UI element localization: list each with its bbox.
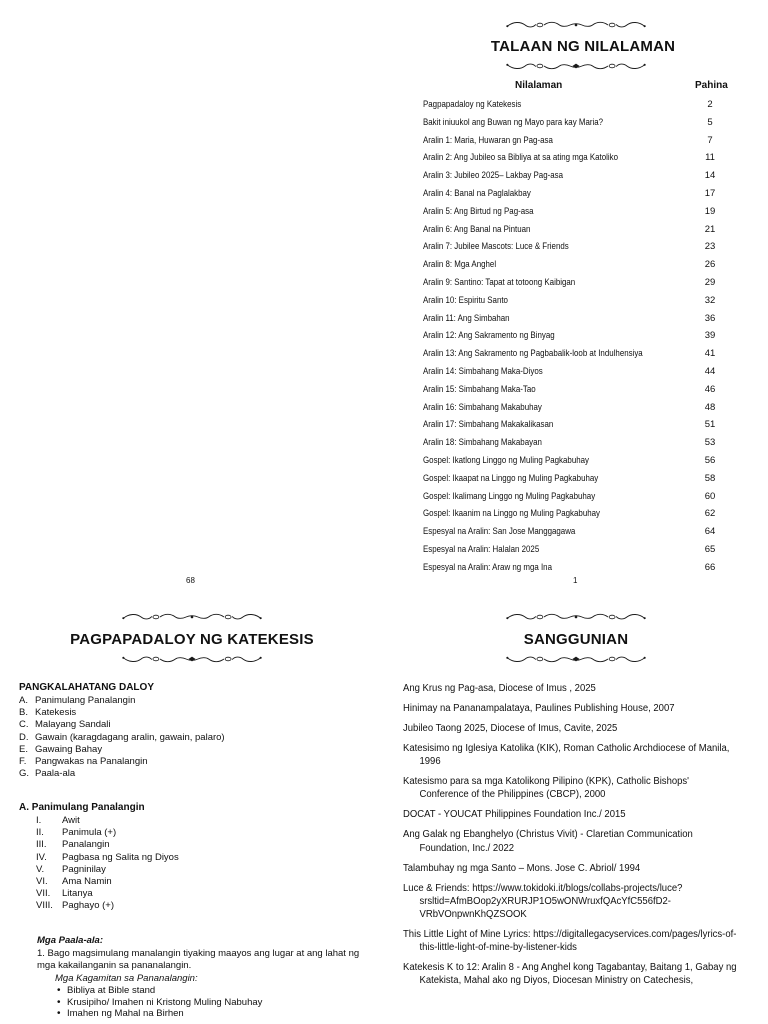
reference-item: Luce & Friends: https://www.tokidoki.it/blogs/collabs-projects/luce?srsltid=AfmBOop2yXRURJP1O5wONWruxfQAcYfC556fD2-VRbVOnpwnKhQZSOOK <box>403 882 683 921</box>
toc-entry <box>423 114 768 132</box>
section-a-item-text: Pagninilay <box>62 863 106 875</box>
toc-entry-page: 5 <box>707 116 713 128</box>
section-a-item-marker: III. <box>36 839 47 851</box>
toc-entry-page: 36 <box>704 312 716 324</box>
section-a-item-marker: VIII. <box>36 900 53 912</box>
reference-item: Jubileo Taong 2025, Diocese of Imus, Cavite, 2025 <box>403 723 618 734</box>
toc-entry-page: 17 <box>704 187 716 199</box>
overview-heading: PANGKALAHATANG DALOY <box>19 682 154 693</box>
section-a-item-text: Pagbasa ng Salita ng Diyos <box>62 851 179 863</box>
toc-entry-title: Gospel: Ikaanim na Linggo ng Muling Pagkabuhay <box>423 508 601 519</box>
toc-entry <box>423 292 768 310</box>
section-a-item-marker: VI. <box>36 875 48 887</box>
overview-item <box>19 719 359 731</box>
section-a-item-marker: VII. <box>36 888 51 900</box>
overview-list <box>19 695 359 780</box>
overview-item-text: Malayang Sandali <box>35 719 111 731</box>
toc-entry-title: Aralin 13: Ang Sakramento ng Pagbabalik-loob at Indulhensiya <box>423 348 643 359</box>
toc-entry-page: 48 <box>704 401 716 413</box>
section-a-item-text: Litanya <box>62 888 93 900</box>
toc-entry <box>423 149 768 167</box>
toc-entry-title: Aralin 10: Espiritu Santo <box>423 294 508 305</box>
toc-entry-title: Aralin 4: Banal na Paglalakbay <box>423 187 531 198</box>
toc-entry-title: Aralin 12: Ang Sakramento ng Binyag <box>423 330 555 341</box>
overview-item-marker: G. <box>19 768 30 780</box>
toc-entry-title: Aralin 3: Jubileo 2025– Lakbay Pag-asa <box>423 170 564 181</box>
toc-entry-page: 66 <box>704 561 716 573</box>
ornament-bottom-icon <box>505 651 647 667</box>
toc-entry <box>423 310 768 328</box>
section-a-item <box>36 876 356 888</box>
overview-item-marker: B. <box>19 707 28 719</box>
references-page <box>384 592 768 1024</box>
reference-item: This Little Light of Mine Lyrics: https://digitallegacyservices.com/pages/lyrics-of-this-little-light-of-mine-by-listener-kids <box>403 929 737 954</box>
section-a-item <box>36 839 356 851</box>
toc-entry-title: Espesyal na Aralin: Halalan 2025 <box>423 543 540 554</box>
overview-item-text: Pangwakas na Panalangin <box>35 755 148 767</box>
reference-item: DOCAT - YOUCAT Philippines Foundation Inc./ 2015 <box>403 809 626 821</box>
overview-item-marker: E. <box>19 743 28 755</box>
blank-page <box>0 0 384 592</box>
toc-entry-page: 62 <box>704 508 716 520</box>
toc-entry-page: 29 <box>704 276 716 288</box>
overview-item <box>19 756 359 768</box>
section-a-item-marker: II. <box>36 827 44 839</box>
toc-column-content: Nilalaman <box>515 80 563 91</box>
reference-item: Katesisimo ng Iglesiya Katolika (KIK), Roman Catholic Archdiocese of Manila, 1996 <box>403 743 730 768</box>
toc-entry <box>423 132 768 150</box>
overview-item-marker: A. <box>19 695 28 706</box>
toc-entry-page: 41 <box>704 348 716 360</box>
ornament-bottom-icon <box>505 58 647 74</box>
toc-entry-title: Gospel: Ikalimang Linggo ng Muling Pagkabuhay <box>423 490 596 501</box>
toc-entry <box>423 399 768 417</box>
toc-entry-title: Aralin 7: Jubilee Mascots: Luce & Friends <box>423 241 569 252</box>
reference-item: Katesismo para sa mga Katolikong Pilipino (KPK), Catholic Bishops' Conference of the Philippines (CBCP), 2000 <box>403 776 689 801</box>
toc-entry <box>423 523 768 541</box>
overview-item <box>19 732 359 744</box>
toc-entry-page: 26 <box>704 259 716 271</box>
toc-entry <box>423 185 768 203</box>
toc-entry-title: Espesyal na Aralin: San Jose Manggagawa <box>423 526 576 537</box>
toc-list <box>423 96 768 577</box>
toc-entry <box>423 327 768 345</box>
overview-item-marker: D. <box>19 731 29 743</box>
section-a-heading: A. Panimulang Panalangin <box>19 802 145 813</box>
section-a-item-text: Ama Namin <box>62 875 112 887</box>
toc-entry <box>423 505 768 523</box>
toc-entry <box>423 363 768 381</box>
ornament-top-icon <box>505 17 647 33</box>
toc-entry <box>423 434 768 452</box>
references-title: SANGGUNIAN <box>523 631 629 648</box>
toc-entry <box>423 96 768 114</box>
toc-entry <box>423 203 768 221</box>
material-item: • Krusipiho/ Imahen ni Kristong Muling Nabuhay <box>55 997 355 1009</box>
toc-page <box>384 0 768 592</box>
material-item: • Bibliya at Bible stand <box>55 985 355 997</box>
overview-item-text: Gawain (karagdagang aralin, gawain, palaro) <box>35 731 225 743</box>
toc-entry-page: 65 <box>704 543 716 555</box>
toc-entry-page: 32 <box>704 294 716 306</box>
flow-title: PAGPAPADALOY NG KATEKESIS <box>70 631 314 648</box>
reminders-heading: Mga Paala-ala: <box>37 935 103 946</box>
toc-entry-page: 64 <box>704 526 716 538</box>
toc-entry-title: Aralin 15: Simbahang Maka-Tao <box>423 383 536 394</box>
toc-entry-page: 44 <box>704 365 716 377</box>
toc-entry <box>423 416 768 434</box>
overview-item-text: Panimulang Panalangin <box>35 695 136 706</box>
overview-item-text: Gawaing Bahay <box>35 743 103 755</box>
toc-entry-title: Aralin 8: Mga Anghel <box>423 259 497 270</box>
toc-entry-title: Aralin 11: Ang Simbahan <box>423 312 510 323</box>
toc-entry-page: 23 <box>704 241 716 253</box>
toc-entry <box>423 381 768 399</box>
section-a-item-text: Awit <box>62 815 80 826</box>
overview-item-text: Paala-ala <box>35 768 76 780</box>
reference-item: Hinimay na Pananampalataya, Paulines Publishing House, 2007 <box>403 703 675 714</box>
section-a-item <box>36 900 356 912</box>
ornament-top-icon <box>121 609 263 625</box>
toc-entry <box>423 541 768 559</box>
section-a-item <box>36 888 356 900</box>
toc-entry <box>423 470 768 488</box>
section-a-item-text: Panalangin <box>62 839 110 851</box>
reference-item: Ang Galak ng Ebanghelyo (Christus Vivit) - Claretian Communication Foundation, Inc./ 2022 <box>403 829 693 854</box>
references-list <box>403 682 749 994</box>
toc-entry <box>423 452 768 470</box>
flow-page <box>0 592 384 1024</box>
section-a-item-text: Paghayo (+) <box>62 900 115 912</box>
toc-entry-page: 39 <box>704 330 716 342</box>
toc-entry-page: 19 <box>704 205 716 217</box>
overview-item-marker: F. <box>19 755 27 767</box>
toc-entry-page: 46 <box>704 383 716 395</box>
toc-entry-title: Aralin 16: Simbahang Makabuhay <box>423 401 542 412</box>
toc-entry-page: 21 <box>704 223 716 235</box>
toc-entry <box>423 559 768 577</box>
toc-entry-title: Pagpapadaloy ng Katekesis <box>423 99 522 109</box>
materials-heading: Mga Kagamitan sa Pananalangin: <box>55 973 198 984</box>
material-item: • Imahen ng Mahal na Birhen <box>55 1008 355 1020</box>
section-a-list <box>36 815 356 913</box>
toc-entry <box>423 274 768 292</box>
materials-list <box>55 985 355 1020</box>
overview-item <box>19 695 359 707</box>
section-a-item <box>36 852 356 864</box>
reference-item: Katekesis K to 12: Aralin 8 - Ang Anghel kong Tagabantay, Baitang 1, Gabay ng Katekista, Mahal ako ng Diyos, Diocesan Ministry on Catechesis, <box>403 962 737 987</box>
section-a-item-marker: I. <box>36 815 42 826</box>
toc-entry-page: 2 <box>707 99 713 110</box>
toc-entry-title: Espesyal na Aralin: Araw ng mga Ina <box>423 561 553 572</box>
toc-entry-page: 53 <box>704 437 716 449</box>
toc-entry <box>423 221 768 239</box>
toc-entry-title: Aralin 18: Simbahang Makabayan <box>423 437 542 448</box>
toc-entry-page: 14 <box>704 170 716 182</box>
page-number: 1 <box>573 576 578 585</box>
toc-entry-title: Aralin 6: Ang Banal na Pintuan <box>423 223 531 234</box>
section-a-item <box>36 864 356 876</box>
overview-item <box>19 707 359 719</box>
overview-item-text: Katekesis <box>35 707 77 719</box>
toc-entry-page: 7 <box>707 134 713 146</box>
toc-entry <box>423 256 768 274</box>
ornament-bottom-icon <box>121 651 263 667</box>
ornament-top-icon <box>505 609 647 625</box>
reference-item: Ang Krus ng Pag-asa, Diocese of Imus , 2025 <box>403 683 596 694</box>
overview-item <box>19 768 359 780</box>
toc-entry-page: 60 <box>704 490 716 502</box>
toc-entry-title: Bakit iniuukol ang Buwan ng Mayo para kay Maria? <box>423 116 604 127</box>
toc-entry-title: Aralin 1: Maria, Huwaran gn Pag-asa <box>423 134 553 145</box>
toc-entry-page: 51 <box>704 419 716 431</box>
reminder-text: 1. Bago magsimulang manalangin tiyaking maayos ang lugar at ang lahat ng mga kakailanganin sa pananalangin. <box>37 948 360 971</box>
toc-entry-title: Aralin 9: Santino: Tapat at totoong Kaibigan <box>423 276 576 287</box>
toc-entry-title: Aralin 14: Simbahang Maka-Diyos <box>423 365 543 376</box>
toc-entry-page: 56 <box>704 454 716 466</box>
page-number: 68 <box>186 576 195 585</box>
toc-entry <box>423 345 768 363</box>
toc-entry-page: 58 <box>704 472 716 484</box>
toc-entry-title: Aralin 5: Ang Birtud ng Pag-asa <box>423 205 534 216</box>
section-a-item-text: Panimula (+) <box>62 827 117 839</box>
toc-entry <box>423 167 768 185</box>
section-a-item-marker: V. <box>36 863 45 875</box>
overview-item-marker: C. <box>19 719 29 731</box>
section-a-item <box>36 815 356 827</box>
toc-entry-title: Gospel: Ikatlong Linggo ng Muling Pagkabuhay <box>423 454 590 465</box>
toc-entry-page: 11 <box>705 152 715 164</box>
section-a-item-marker: IV. <box>36 851 47 863</box>
toc-entry-title: Aralin 17: Simbahang Makakalikasan <box>423 419 554 430</box>
toc-entry-title: Gospel: Ikaapat na Linggo ng Muling Pagkabuhay <box>423 472 599 483</box>
section-a-item <box>36 827 356 839</box>
toc-entry-title: Aralin 2: Ang Jubileo sa Bibliya at sa ating mga Katoliko <box>423 152 619 163</box>
toc-entry <box>423 238 768 256</box>
reference-item: Talambuhay ng mga Santo – Mons. Jose C. Abriol/ 1994 <box>403 862 641 874</box>
toc-entry <box>423 488 768 506</box>
overview-item <box>19 744 359 756</box>
toc-column-page: Pahina <box>695 80 728 91</box>
toc-title: TALAAN NG NILALAMAN <box>490 38 676 55</box>
